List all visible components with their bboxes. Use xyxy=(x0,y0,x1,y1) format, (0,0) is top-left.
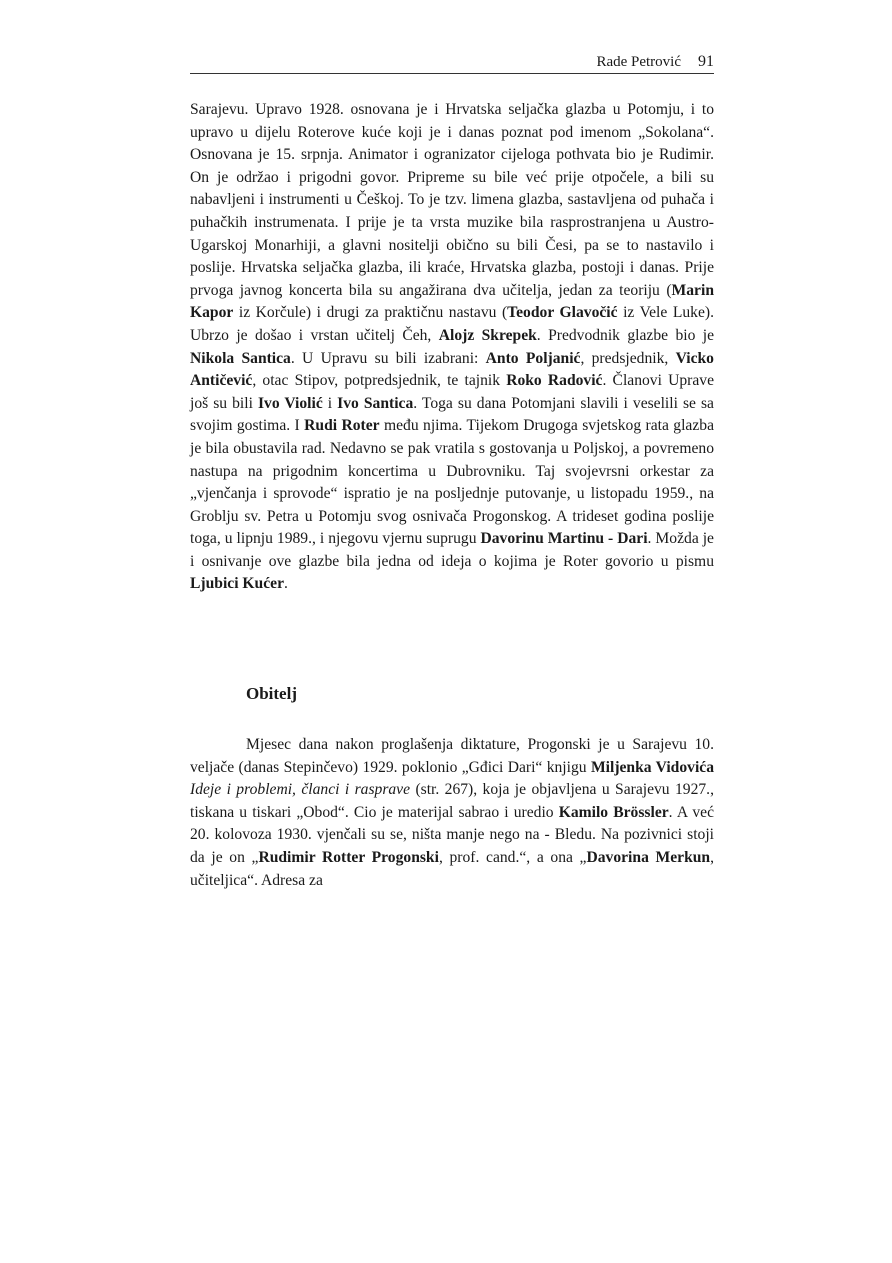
bold-name: Roko Radović xyxy=(506,372,603,390)
page-number: 91 xyxy=(698,53,714,70)
bold-name: Teodor Glavočić xyxy=(507,304,618,322)
text-run: Sarajevu. Upravo 1928. osnovana je i Hrvatska seljačka glazba u Potomju, i to upravo u dijelu Roterove kuće koji je i danas poznat pod imenom „Sokolana“. Osnovana je 15. srpnja. Animator i ogranizator cijeloga pothvata bio je Rudimir. On je održao i prigodni govor. Pripreme su bile već prije otpočele, a bili su nabavljeni i instrumenti u Češkoj. To je tzv. limena glazba, sastavljena od puhača i puhačkih instrumenata. I prije je ta vrsta muzike bila rasprostranjena u Austro-Ugarskoj Monarhiji, a glavni nositelji obično su bili Česi, pa se to nastavilo i poslije. Hrvatska seljačka glazba, ili kraće, Hrvatska glazba, postoji i danas. Prije prvoga javnog koncerta bila su angažirana dva učitelja, jedan za teoriju ( xyxy=(190,101,714,299)
bold-name: Davorina Merkun xyxy=(586,848,711,866)
text-run: , prof. cand.“, a ona „ xyxy=(438,848,587,866)
text-run: . A već 20. kolovoza 1930. vjenčali su se, ništa manje nego na - Bledu. Na pozivnici stoji da je on „ xyxy=(190,803,715,866)
body-paragraph-2 xyxy=(190,734,714,892)
header-author: Rade Petrović xyxy=(596,54,681,70)
text-run: . Možda je i osnivanje ove glazbe bila jedna od ideja o kojima je Roter govorio u pismu xyxy=(190,530,714,570)
italic-title: Ideje i problemi, članci i rasprave xyxy=(190,781,411,799)
text-run: među njima. Tijekom Drugoga svjetskog rata glazba je bila obustavila rad. Nedavno se pak vratila s gostovanja u Poljskoj, a povremeno nastupa na prigodnim koncertima u Dubrovniku. Taj svojevrsni orkestar za „vjenčanja i sprovode“ ispratio je na posljednje putovanje, u listopadu 1959., na Groblju sv. Petra u Potomju svog osnivača Progonskog. A trideset godina poslije toga, u lipnju 1989., i njegovu vjernu suprugu xyxy=(190,417,714,548)
text-run: . U Upravu su bili izabrani: xyxy=(290,349,486,367)
bold-name: Ivo Violić xyxy=(257,394,323,412)
bold-name: Anto Poljanić xyxy=(485,349,581,367)
section-heading: Obitelj xyxy=(246,684,297,703)
text-run: . xyxy=(284,575,288,593)
text-run: (str. 267), koja je objavljena u Sarajevu 1927., tiskana u tiskari „Obod“. Cio je materijal sabrao i uredio xyxy=(190,781,714,821)
paragraph-text xyxy=(190,99,714,596)
bold-name: Alojz Skrepek xyxy=(438,326,537,344)
text-run: , učiteljica“. Adresa za xyxy=(190,848,714,889)
bold-name: Davorinu Martinu - Dari xyxy=(480,530,648,548)
bold-name: Kamilo Brössler xyxy=(558,803,669,821)
bold-name: Rudi Roter xyxy=(304,417,380,435)
text-run: i xyxy=(322,394,338,412)
text-run: , otac Stipov, potpredsjednik, te tajnik xyxy=(252,372,507,390)
text-run: iz Vele Luke). Ubrzo je došao i vrstan učitelj Čeh, xyxy=(190,304,714,344)
body-paragraph-1 xyxy=(190,99,714,596)
running-header xyxy=(190,50,714,74)
text-run: . Članovi Uprave još su bili xyxy=(190,372,714,412)
bold-name: Ivo Santica xyxy=(337,394,414,412)
text-run: Mjesec dana nakon proglašenja diktature, Progonski je u Sarajevu 10. veljače (danas Stepinčevo) 1929. poklonio „Gđici Dari“ knjigu xyxy=(190,736,714,776)
bold-name: Vicko Antičević xyxy=(190,349,714,390)
bold-name: Marin Kapor xyxy=(190,281,714,322)
bold-name: Rudimir Rotter Progonski xyxy=(258,848,439,866)
text-run: . Toga su dana Potomjani slavili i veselili se sa svojim gostima. I xyxy=(190,394,714,435)
bold-name: Nikola Santica xyxy=(190,349,291,367)
bold-name: Miljenka Vidovića xyxy=(590,758,715,776)
text-run: . Predvodnik glazbe bio je xyxy=(536,326,715,344)
bold-name: Ljubici Kućer xyxy=(190,575,284,593)
text-run: , predsjednik, xyxy=(580,349,676,367)
text-run: iz Korčule) i drugi za praktičnu nastavu ( xyxy=(233,304,508,322)
